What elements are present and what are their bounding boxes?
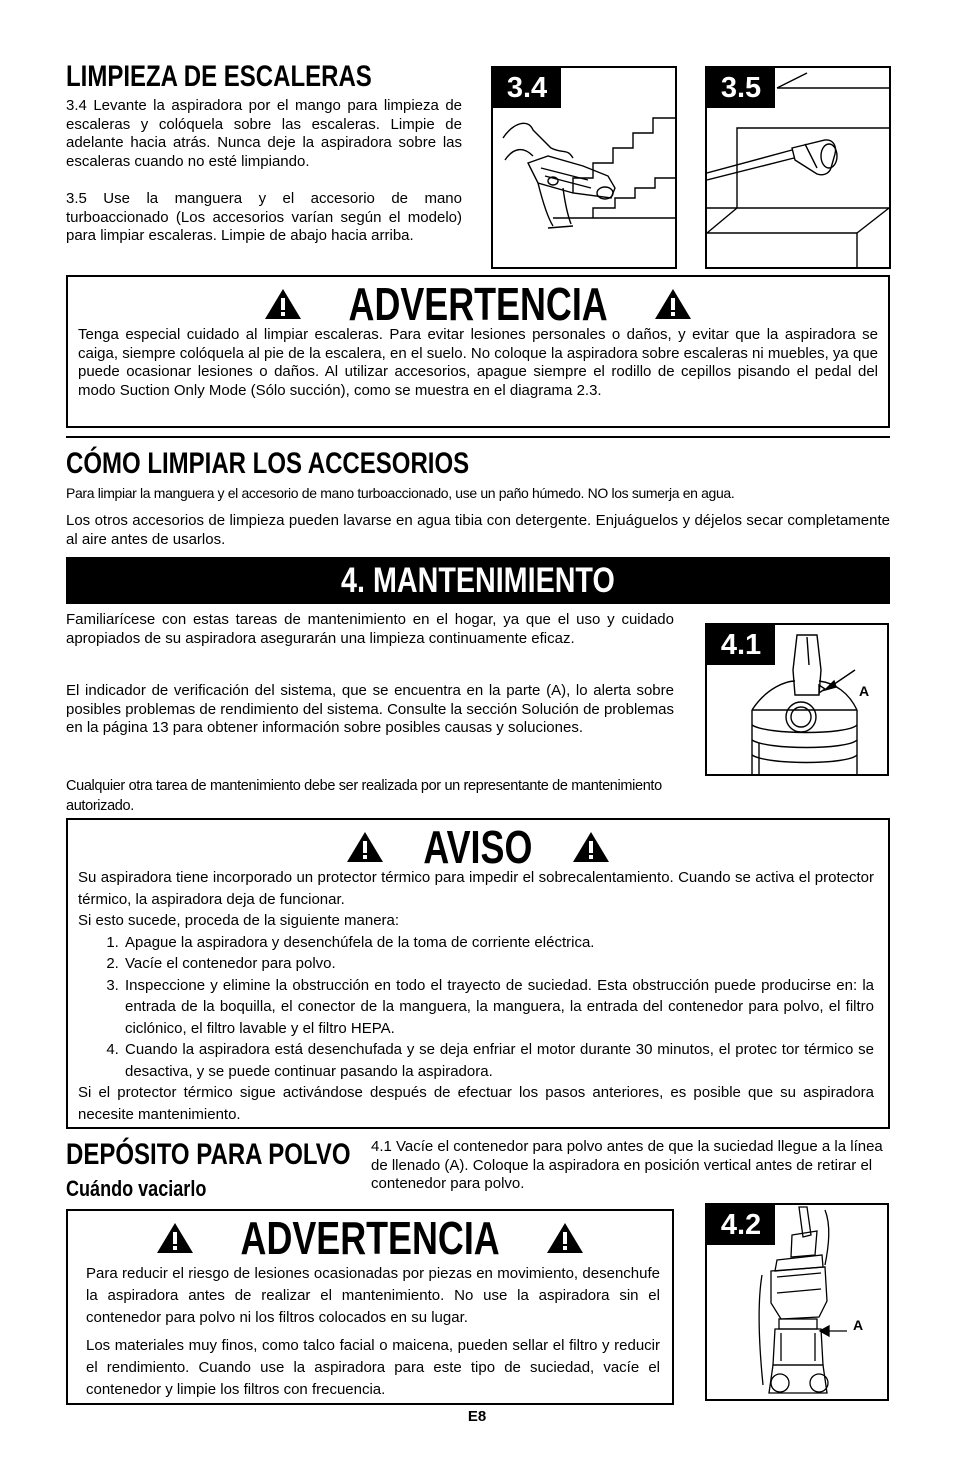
accessories-paragraph-1: Para limpiar la manguera y el accesorio de mano turboaccionado, use un paño húmedo. NO los sumerja en agua.: [66, 485, 735, 501]
system-indicator-illustration: [707, 625, 887, 774]
maintenance-paragraph-2: El indicador de verificación del sistema, que se encuentra en la parte (A), lo alerta sobre posibles problemas de rendimiento del sistema. Consulte la sección Solución de problemas en la página 13 para obtener información sobre posibles causas y soluciones.: [66, 682, 674, 737]
figure-3-5-label: 3.5: [707, 68, 775, 108]
figure-3-5: [705, 66, 891, 269]
list-item: 1. Apague la aspiradora y desenchúfela de la toma de corriente eléctrica.: [123, 932, 874, 954]
notice-lead: Si esto sucede, proceda de la siguiente manera:: [78, 912, 400, 929]
maintenance-paragraph-1: Familiarícese con estas tareas de mantenimiento en el hogar, ya que el uso y cuidado apropiados de su aspiradora asegurarán una limpieza continuamente eficaz.: [66, 611, 674, 647]
figure-4-2-label: 4.2: [707, 1205, 775, 1245]
notice-title: AVISO: [68, 822, 888, 872]
notice-outro: Si el protector térmico sigue activándose después de efectuar los pasos anteriores, es posible que su aspiradora necesite mantenimiento.: [78, 1084, 874, 1123]
figure-4-2-callout: A: [853, 1317, 864, 1333]
stairs-paragraph-1: 3.4 Levante la aspiradora por el mango para limpieza de escaleras y colóquela sobre las escaleras. Limpie de adelante hacia atrás. Nunca deje la aspiradora sobre las escaleras cuando no esté limpiando.: [66, 97, 462, 170]
warning-triangle-icon: [572, 831, 610, 863]
figure-4-1: [705, 623, 889, 776]
figure-3-4-label: 3.4: [493, 68, 561, 108]
notice-steps: [78, 932, 874, 1083]
figure-4-1-label: 4.1: [707, 625, 775, 665]
dust-text: 4.1 Vacíe el contenedor para polvo antes de que la suciedad llegue a la línea de llenado (A). Coloque la aspiradora en posición vertical antes de retirar el contenedor para polvo.: [371, 1138, 883, 1193]
warning-triangle-icon: [654, 288, 692, 320]
warning-triangle-icon: [546, 1222, 584, 1254]
figure-4-2: [705, 1203, 889, 1401]
dust-container-illustration: [707, 1205, 887, 1399]
stairs-title: LIMPIEZA DE ESCALERAS: [66, 60, 372, 93]
figure-4-1-callout: A: [859, 683, 870, 699]
notice-intro: Su aspiradora tiene incorporado un protector térmico para impedir el sobrecalentamiento. Cuando se activa el protector térmico, la aspiradora deja de funcionar.: [78, 869, 874, 908]
warning-title-maintenance: ADVERTENCIA: [68, 1213, 672, 1263]
warning-box-stairs: [66, 275, 890, 428]
stairs-paragraph-2: 3.5 Use la manguera y el accesorio de mano turboaccionado (Los accesorios varían según el modelo) para limpiar escaleras. Limpie de abajo hacia arriba.: [66, 190, 462, 245]
warning-triangle-icon: [156, 1222, 194, 1254]
notice-box: [66, 818, 890, 1129]
list-item: 2. Vacíe el contenedor para polvo.: [123, 953, 874, 975]
section-divider: [66, 436, 890, 438]
stair-hose-illustration: [707, 68, 889, 267]
maintenance-title: 4. MANTENIMIENTO: [341, 560, 615, 600]
figure-3-4: [491, 66, 677, 269]
warning-text-stairs: Tenga especial cuidado al limpiar escaleras. Para evitar lesiones personales o daños, y evitar que la aspiradora se caiga, siempre colóquela al pie de la escalera, en el suelo. No coloque la aspiradora sobre escaleras ni muebles, ya que puede ocasionar lesiones o daños. Al utilizar accesorios, apague siempre el rodillo de cepillos pisando el pedal del modo Suction Only Mode (Sólo succión), como se muestra en el diagrama 2.3.: [78, 326, 878, 399]
warning2-paragraph-2: Los materiales muy finos, como talco facial o maicena, pueden sellar el filtro y reducir el rendimiento. Cuando use la aspiradora para este tipo de suciedad, vacíe el contenedor y limpie los filtros con frecuencia.: [86, 1337, 660, 1398]
maintenance-banner: [66, 557, 890, 604]
list-item: 4. Cuando la aspiradora está desenchufada y se deja enfriar el motor durante 30 minutos, el protec tor térmico se desactiva, y se puede continuar pasando la aspiradora.: [123, 1039, 874, 1082]
warning-triangle-icon: [264, 288, 302, 320]
dust-subtitle: Cuándo vaciarlo: [66, 1176, 207, 1201]
maintenance-paragraph-3: Cualquier otra tarea de mantenimiento debe ser realizada por un representante de mantenimiento autorizado.: [66, 778, 662, 814]
accessories-title: CÓMO LIMPIAR LOS ACCESORIOS: [66, 447, 470, 480]
list-item: 3. Inspeccione y elimine la obstrucción en todo el trayecto de suciedad. Esta obstrucción puede producirse en: la entrada de la boquilla, el conector de la manguera, la manguera, la entrada del contenedor para polvo, el filtro ciclónico, el filtro lavable y el filtro HEPA.: [123, 975, 874, 1040]
stair-vacuum-illustration: [493, 68, 675, 267]
warning-title-stairs: ADVERTENCIA: [68, 279, 888, 329]
warning-triangle-icon: [346, 831, 384, 863]
dust-title: DEPÓSITO PARA POLVO: [66, 1138, 351, 1171]
warning-box-maintenance: [66, 1209, 674, 1405]
page-number: E8: [467, 1408, 487, 1425]
accessories-paragraph-2: Los otros accesorios de limpieza pueden lavarse en agua tibia con detergente. Enjuáguelos y déjelos secar completamente al aire antes de usarlos.: [66, 512, 890, 548]
warning2-paragraph-1: Para reducir el riesgo de lesiones ocasionadas por piezas en movimiento, desenchufe la aspiradora antes de realizar el mantenimiento. No use la aspiradora sin el contenedor para polvo ni los filtros colocados en su lugar.: [86, 1265, 660, 1326]
